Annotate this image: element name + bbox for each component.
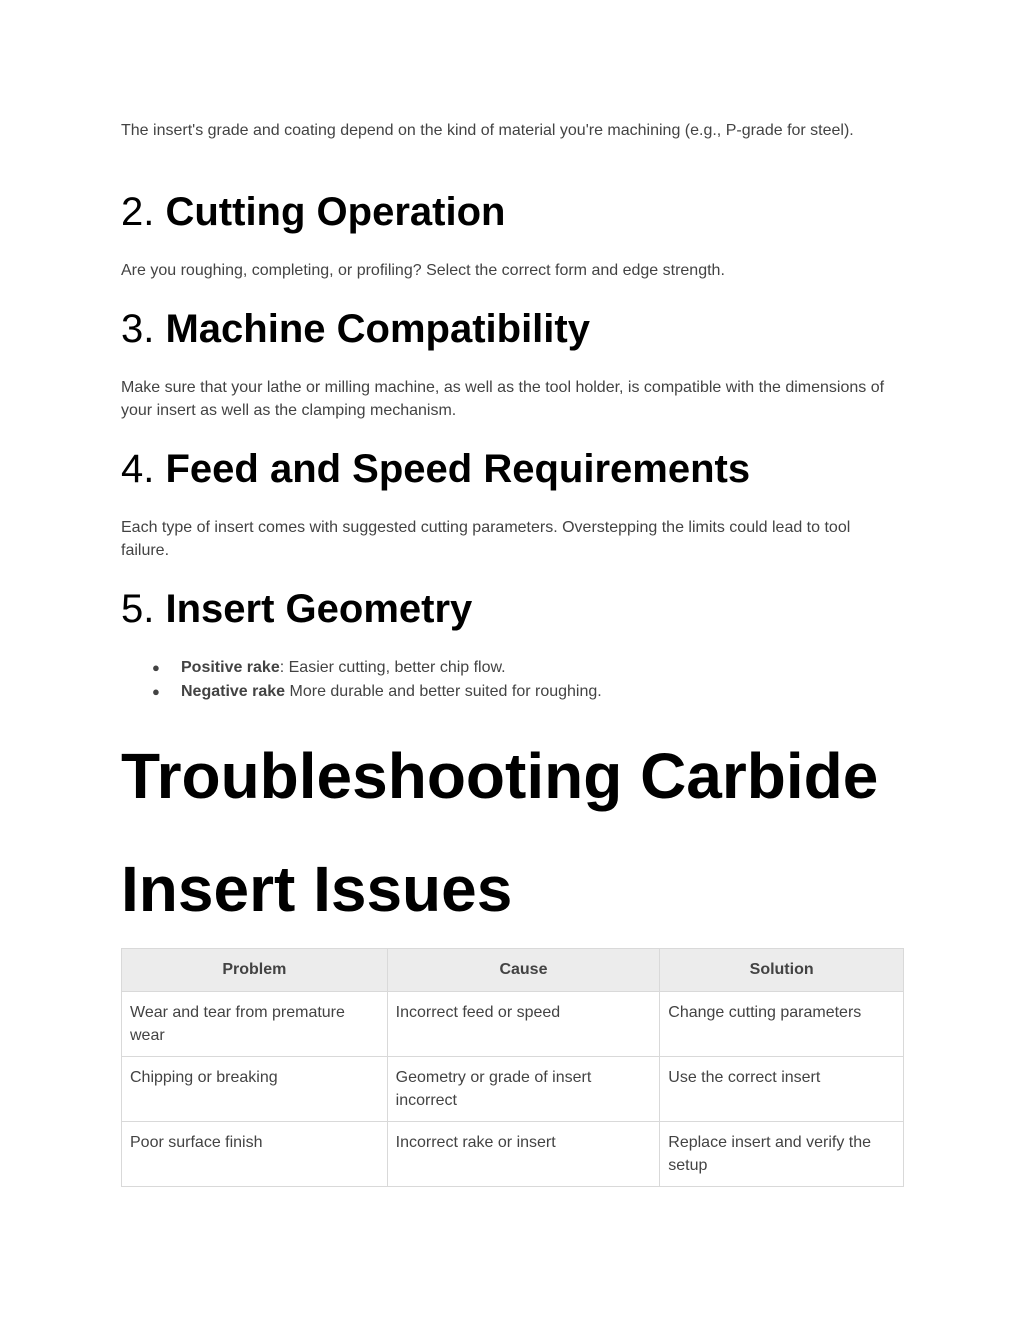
section-title: Cutting Operation — [165, 190, 506, 234]
section-number: 4. — [121, 447, 155, 491]
table-cell-problem: Wear and tear from premature wear — [122, 992, 388, 1057]
bullet-icon: ● — [152, 683, 160, 699]
page-title: Troubleshooting Carbide Insert Issues — [121, 740, 879, 925]
column-header-solution: Solution — [660, 949, 904, 992]
table-cell-problem: Chipping or breaking — [122, 1057, 388, 1122]
section-title: Machine Compatibility — [165, 307, 590, 351]
section-heading-insert-geometry — [121, 585, 472, 633]
table-cell-problem: Poor surface finish — [122, 1122, 388, 1187]
section-body-cutting-operation: Are you roughing, completing, or profiling? Select the correct form and edge strength. — [121, 262, 725, 279]
table-cell-solution: Change cutting parameters — [660, 992, 904, 1057]
bullet-text: : Easier cutting, better chip flow. — [279, 659, 506, 676]
section-number: 3. — [121, 307, 155, 351]
bullet-text: More durable and better suited for roughing. — [285, 682, 602, 700]
section-title: Insert Geometry — [165, 587, 473, 631]
bullet-term: Negative rake — [181, 682, 286, 700]
table-row — [122, 1122, 904, 1187]
troubleshooting-table — [121, 948, 904, 1187]
table-cell-cause: Incorrect feed or speed — [387, 992, 660, 1057]
table-cell-cause: Incorrect rake or insert — [387, 1122, 660, 1187]
table-cell-solution: Use the correct insert — [660, 1057, 904, 1122]
intro-paragraph: The insert's grade and coating depend on the kind of material you're machining (e.g., P-grade for steel). — [121, 122, 854, 139]
table-row — [122, 992, 904, 1057]
bullet-icon: ● — [152, 660, 160, 675]
section-heading-feed-and-speed — [121, 445, 750, 493]
table-cell-cause: Geometry or grade of insert incorrect — [387, 1057, 660, 1122]
column-header-cause: Cause — [387, 949, 660, 992]
list-item — [121, 656, 602, 680]
list-item — [121, 680, 602, 704]
section-body-machine-compatibility: Make sure that your lathe or milling machine, as well as the tool holder, is compatible with the dimensions of your insert as well as the clamping mechanism. — [121, 379, 885, 419]
section-number: 2. — [121, 190, 155, 234]
rake-bullet-list — [121, 656, 602, 703]
section-heading-cutting-operation — [121, 188, 505, 236]
section-title: Feed and Speed Requirements — [165, 447, 751, 491]
section-body-feed-and-speed: Each type of insert comes with suggested cutting parameters. Overstepping the limits could lead to tool failure. — [121, 519, 851, 559]
bullet-term: Positive rake — [181, 659, 280, 676]
table-row — [122, 1057, 904, 1122]
section-heading-machine-compatibility — [121, 305, 590, 353]
table-header-row — [122, 949, 904, 992]
column-header-problem: Problem — [122, 949, 388, 992]
section-number: 5. — [121, 587, 155, 631]
table-cell-solution: Replace insert and verify the setup — [660, 1122, 904, 1187]
